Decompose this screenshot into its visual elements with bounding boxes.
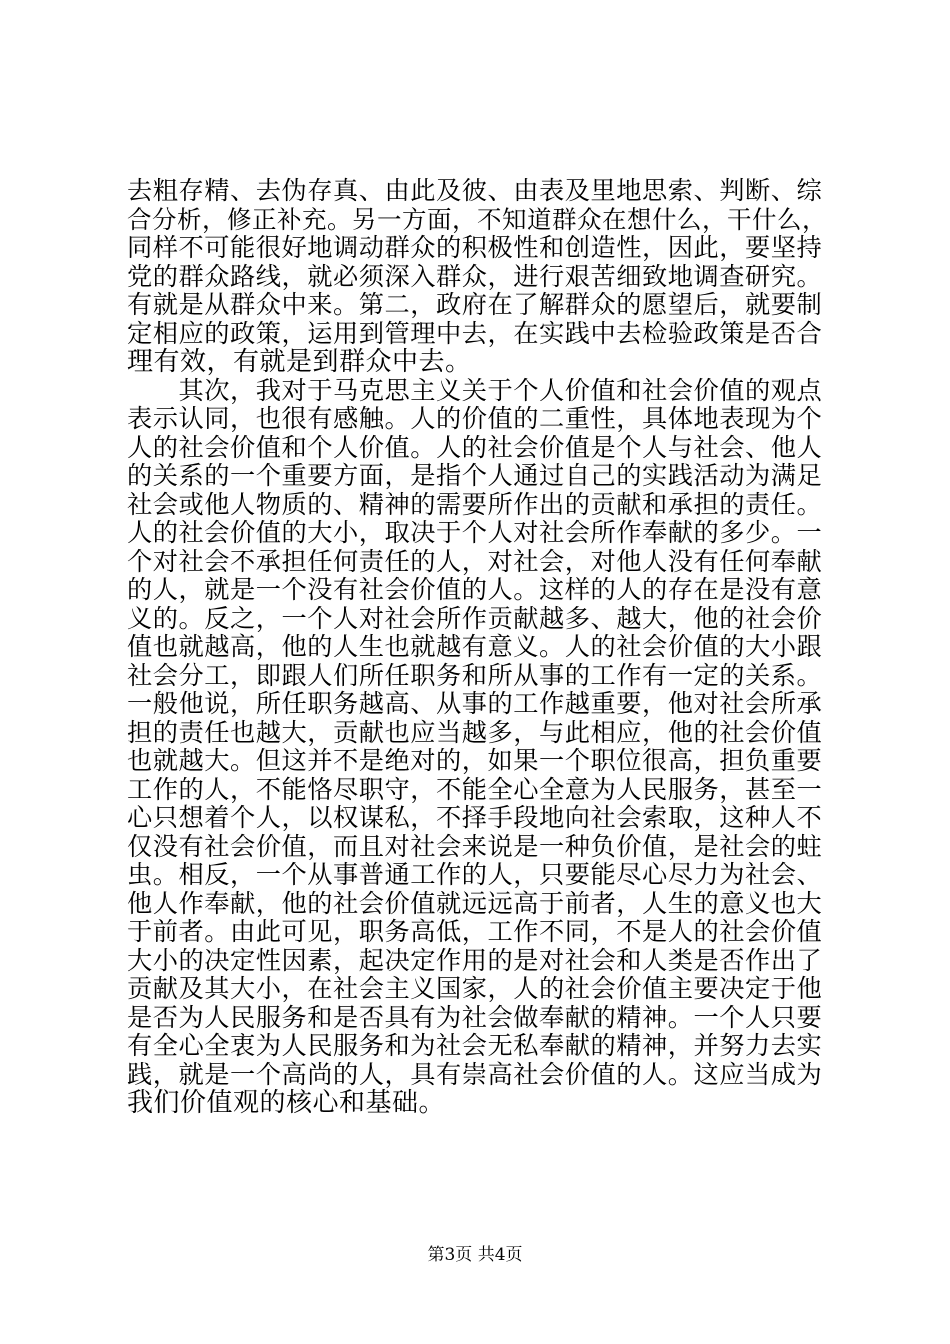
text-line: 大小的决定性因素，起决定作用的是对社会和人类是否作出了 (127, 945, 823, 975)
text-line: 党的群众路线，就必须深入群众，进行艰苦细致地调查研究。 (127, 261, 823, 291)
text-line: 社会分工，即跟人们所任职务和所从事的工作有一定的关系。 (127, 660, 823, 690)
text-line: 践，就是一个高尚的人，具有崇高社会价值的人。这应当成为 (127, 1059, 823, 1089)
text-line: 合分析，修正补充。另一方面，不知道群众在想什么，干什么， (127, 204, 827, 234)
text-line: 有全心全衷为人民服务和为社会无私奉献的精神，并努力去实 (127, 1031, 823, 1060)
text-line: 我们价值观的核心和基础。 (127, 1088, 446, 1118)
text-line: 贡献及其大小，在社会主义国家，人的社会价值主要决定于他 (127, 974, 823, 1003)
text-line: 工作的人，不能恪尽职守，不能全心全意为人民服务，甚至一 (127, 774, 823, 804)
text-line: 仅没有社会价值，而且对社会来说是一种负价值，是社会的蛀 (127, 831, 823, 861)
text-line: 于前者。由此可见，职务高低，工作不同，不是人的社会价值 (127, 917, 823, 946)
page-number-footer: 第3页 共4页 (427, 1245, 523, 1265)
text-line: 人的社会价值的大小，取决于个人对社会所作奉献的多少。一 (127, 518, 823, 547)
text-line: 社会或他人物质的、精神的需要所作出的贡献和承担的责任。 (127, 489, 823, 519)
text-line: 去粗存精、去伪存真、由此及彼、由表及里地思索、判断、综 (127, 176, 823, 205)
text-line: 值也就越高，他的人生也就越有意义。人的社会价值的大小跟 (127, 632, 823, 661)
text-line: 有就是从群众中来。第二，政府在了解群众的愿望后，就要制 (127, 290, 823, 319)
text-line: 一般他说，所任职务越高、从事的工作越重要，他对社会所承 (127, 689, 823, 718)
text-line: 表示认同，也很有感触。人的价值的二重性，具体地表现为个 (127, 404, 823, 433)
text-line: 同样不可能很好地调动群众的积极性和创造性，因此，要坚持 (127, 233, 823, 262)
text-line: 定相应的政策，运用到管理中去，在实践中去检验政策是否合 (127, 318, 823, 348)
text-line: 的关系的一个重要方面，是指个人通过自己的实践活动为满足 (127, 461, 823, 490)
text-line: 的人，就是一个没有社会价值的人。这样的人的存在是没有意 (127, 575, 823, 604)
text-line: 人的社会价值和个人价值。人的社会价值是个人与社会、他人 (127, 432, 823, 462)
text-line: 也就越大。但这并不是绝对的，如果一个职位很高，担负重要 (127, 746, 823, 775)
body-text (127, 177, 827, 1118)
text-line: 其次，我对于马克思主义关于个人价值和社会价值的观点 (127, 375, 823, 405)
text-line: 虫。相反，一个从事普通工作的人，只要能尽心尽力为社会、 (127, 860, 823, 889)
text-line: 义的。反之，一个人对社会所作贡献越多、越大，他的社会价 (127, 603, 823, 633)
text-line: 担的责任也越大，贡献也应当越多，与此相应，他的社会价值 (127, 717, 823, 747)
text-line: 理有效，有就是到群众中去。 (127, 347, 472, 377)
text-line: 是否为人民服务和是否具有为社会做奉献的精神。一个人只要 (127, 1002, 823, 1032)
text-line: 个对社会不承担任何责任的人，对社会，对他人没有任何奉献 (127, 546, 823, 576)
text-line: 心只想着个人，以权谋私，不择手段地向社会索取，这种人不 (127, 803, 823, 832)
text-line: 他人作奉献，他的社会价值就远远高于前者，人生的意义也大 (127, 888, 823, 918)
